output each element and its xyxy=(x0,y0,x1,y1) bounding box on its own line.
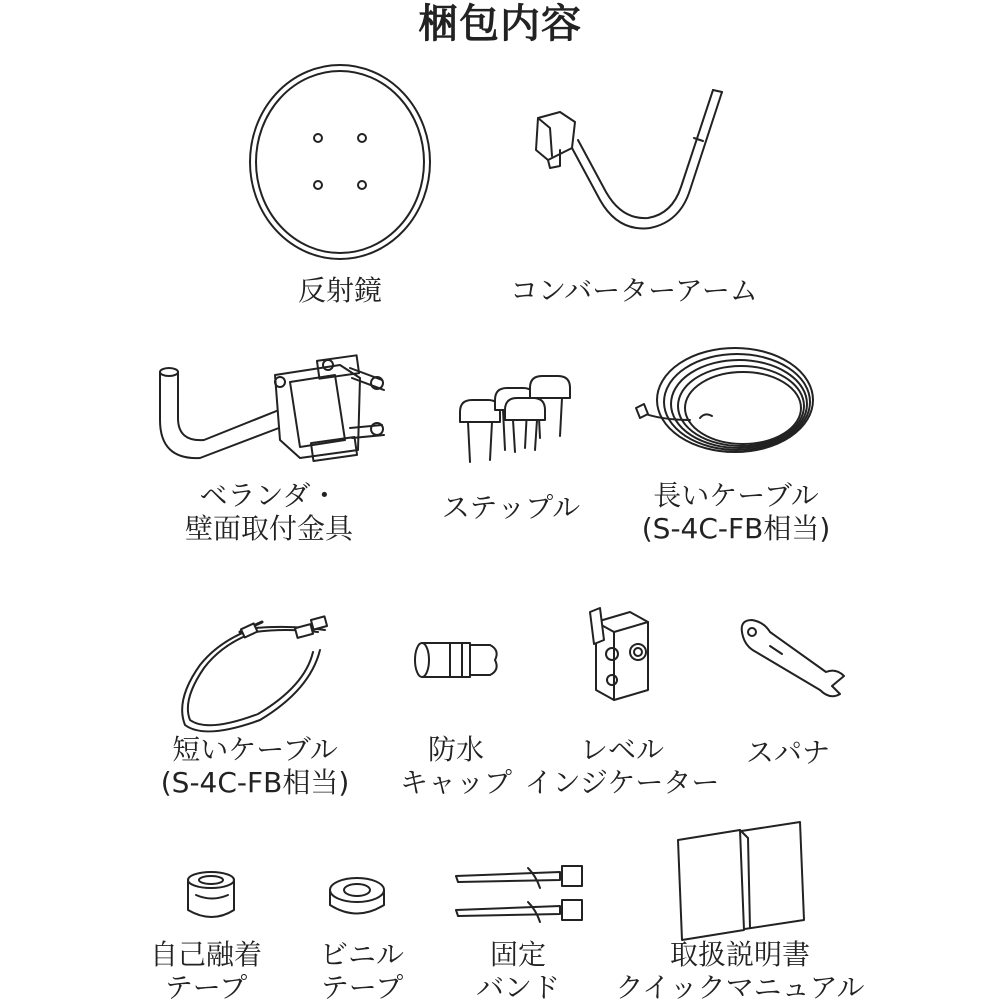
reflector-illustration xyxy=(250,65,430,259)
fixing-band-illustration xyxy=(456,866,582,922)
label-spanner: スパナ xyxy=(745,736,831,769)
staples-illustration xyxy=(460,376,570,462)
label-reflector: 反射鏡 xyxy=(297,274,383,307)
manuals-illustration xyxy=(678,822,804,940)
self-fusing-tape-illustration xyxy=(188,872,234,917)
label-manuals: 取扱説明書 クイックマニュアル xyxy=(615,938,865,1004)
label-vinyl-tape: ビニル テープ xyxy=(319,938,405,1004)
label-long-cable: 長いケーブル (S-4C-FB相当) xyxy=(641,479,831,545)
converter-arm-illustration xyxy=(536,90,722,228)
label-self-fusing-tape: 自己融着 テープ xyxy=(149,938,263,1004)
level-indicator-illustration xyxy=(590,608,648,700)
label-mount: ベランダ・ 壁面取付金具 xyxy=(184,479,354,545)
label-converter-arm: コンバーターアーム xyxy=(510,274,758,307)
page-title: 梱包内容 xyxy=(418,1,582,47)
label-waterproof-cap: 防水 キャップ xyxy=(399,733,513,799)
waterproof-cap-illustration xyxy=(415,643,497,677)
label-staples: ステップル xyxy=(441,491,581,524)
short-cable-illustration xyxy=(182,616,327,731)
label-level-indicator: レベル インジケーター xyxy=(524,733,720,799)
vinyl-tape-illustration xyxy=(330,878,384,914)
spanner-illustration xyxy=(742,620,844,696)
long-cable-illustration xyxy=(636,348,813,452)
label-fixing-band: 固定 バンド xyxy=(475,938,561,1004)
label-short-cable: 短いケーブル (S-4C-FB相当) xyxy=(160,733,350,799)
mount-illustration xyxy=(160,355,384,461)
